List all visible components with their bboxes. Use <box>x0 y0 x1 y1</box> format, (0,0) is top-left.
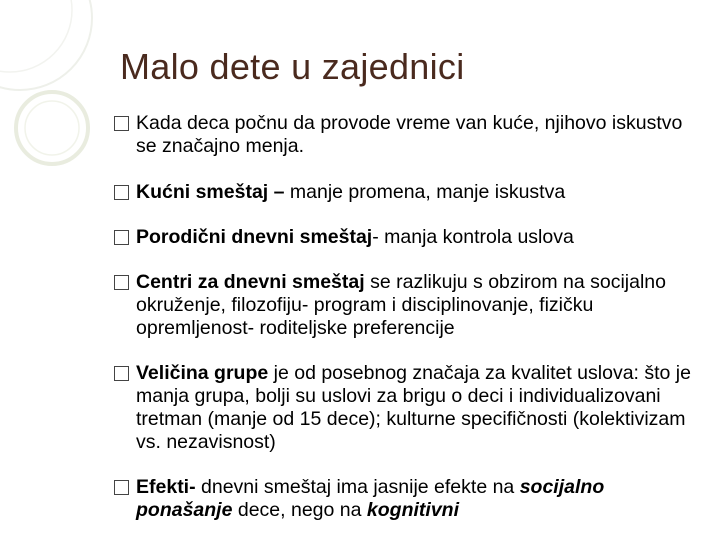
bullet-text: je od posebnog značaja za kvalitet uslova: što je manja grupa, bolji su uslovi za brigu o deci i individualizovani tretman (manje od 15 dece); kulturne specifičnosti (kolektivizam vs. nezavisnost) <box>136 362 691 453</box>
bullet-bold-text: Centri za dnevni smeštaj <box>136 271 365 293</box>
bullet-bold-italic-text-2: kognitivni <box>366 499 459 521</box>
square-bullet-icon <box>114 366 129 381</box>
bullet-item <box>114 226 704 249</box>
bullet-bold-italic-text: socijalno ponašanje <box>136 476 605 521</box>
bullet-item <box>114 362 704 454</box>
slide-title: Malo dete u zajednici <box>120 46 465 87</box>
bullet-text: dnevni smeštaj ima jasnije efekte na <box>195 476 520 498</box>
bullet-bold-text: Veličina grupe <box>136 362 269 384</box>
bullet-item <box>114 476 704 522</box>
square-bullet-icon <box>114 480 129 495</box>
bullet-item <box>114 181 704 204</box>
bullet-bold-text: Porodični dnevni smeštaj <box>136 226 373 248</box>
bullet-text: Kada deca počnu da provode vreme van kuće, njihovo iskustvo se značajno menja. <box>136 112 683 157</box>
bullet-item <box>114 112 704 158</box>
bullet-list <box>114 112 704 522</box>
bullet-text: se razlikuju s obzirom na socijalno okruženje, filozofiju- program i disciplinovanje, fizičku opremljenost- roditeljske preferencije <box>136 271 666 339</box>
square-bullet-icon <box>114 116 129 131</box>
square-bullet-icon <box>114 275 129 290</box>
square-bullet-icon <box>114 185 129 200</box>
square-bullet-icon <box>114 230 129 245</box>
bullet-item <box>114 271 704 340</box>
bullet-text-continued: dece, nego na <box>232 499 367 521</box>
bullet-text: manje promena, manje iskustva <box>284 181 566 203</box>
bullet-bold-text: Kućni smeštaj – <box>136 181 285 203</box>
bullet-bold-text: Efekti- <box>136 476 196 498</box>
bullet-text: - manja kontrola uslova <box>372 226 574 248</box>
